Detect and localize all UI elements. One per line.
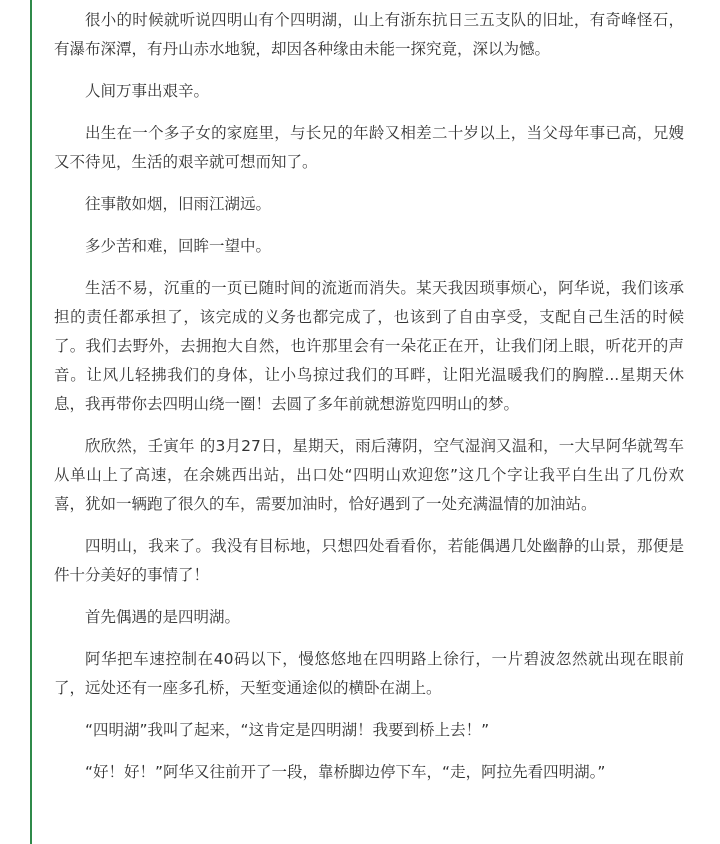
paragraph-4: 往事散如烟，旧雨江湖远。 [85,195,272,213]
paragraph-3: 出生在一个多子女的家庭里，与长兄的年龄又相差二十岁以上，当父母年事已高，兄嫂又不待见，生活的艰辛就可想而知了。 [54,124,684,171]
paragraph-6: 生活不易，沉重的一页已随时间的流逝而消失。某天我因琐事烦心，阿华说，我们该承担的责任都承担了，该完成的义务也都完成了，也该到了自由享受，支配自己生活的时候了。我们去野外，去拥抱大自然，也许那里会有一朵花正在开，让我们闭上眼，听花开的声音。让风儿轻拂我们的身体，让小鸟掠过我们的耳畔，让阳光温暖我们的胸膛...星期天休息，我再带你去四明山绕一圈！去圆了多年前就想游览四明山的梦。 [54,279,684,413]
paragraph-12: “好！好！”阿华又往前开了一段，靠桥脚边停下车，“走，阿拉先看四明湖。” [85,763,606,781]
paragraph-1: 很小的时候就听说四明山有个四明湖，山上有浙东抗日三五支队的旧址，有奇峰怪石，有瀑布深潭，有丹山赤水地貌，却因各种缘由未能一探究竟，深以为憾。 [54,11,684,58]
paragraph-8: 四明山，我来了。我没有目标地，只想四处看看你，若能偶遇几处幽静的山景，那便是件十分美好的事情了！ [54,537,684,584]
paragraph-7: 欣欣然，壬寅年 的3月27日，星期天，雨后薄阴，空气湿润又温和，一大早阿华就驾车从单山上了高速，在余姚西出站，出口处“四明山欢迎您”这几个字让我平白生出了几份欢喜，犹如一辆跑了很久的车，需要加油时，恰好遇到了一处充满温情的加油站。 [54,437,684,513]
left-accent-border [30,0,32,844]
paragraph-10: 阿华把车速控制在40码以下，慢悠悠地在四明路上徐行，一片碧波忽然就出现在眼前了，远处还有一座多孔桥，天堑变通途似的横卧在湖上。 [54,650,684,697]
paragraph-2: 人间万事出艰辛。 [85,82,210,100]
paragraph-9: 首先偶遇的是四明湖。 [85,608,241,626]
article-body [54,6,684,800]
paragraph-11: “四明湖”我叫了起来，“这肯定是四明湖！我要到桥上去！” [85,721,490,739]
paragraph-5: 多少苦和难，回眸一望中。 [85,237,272,255]
